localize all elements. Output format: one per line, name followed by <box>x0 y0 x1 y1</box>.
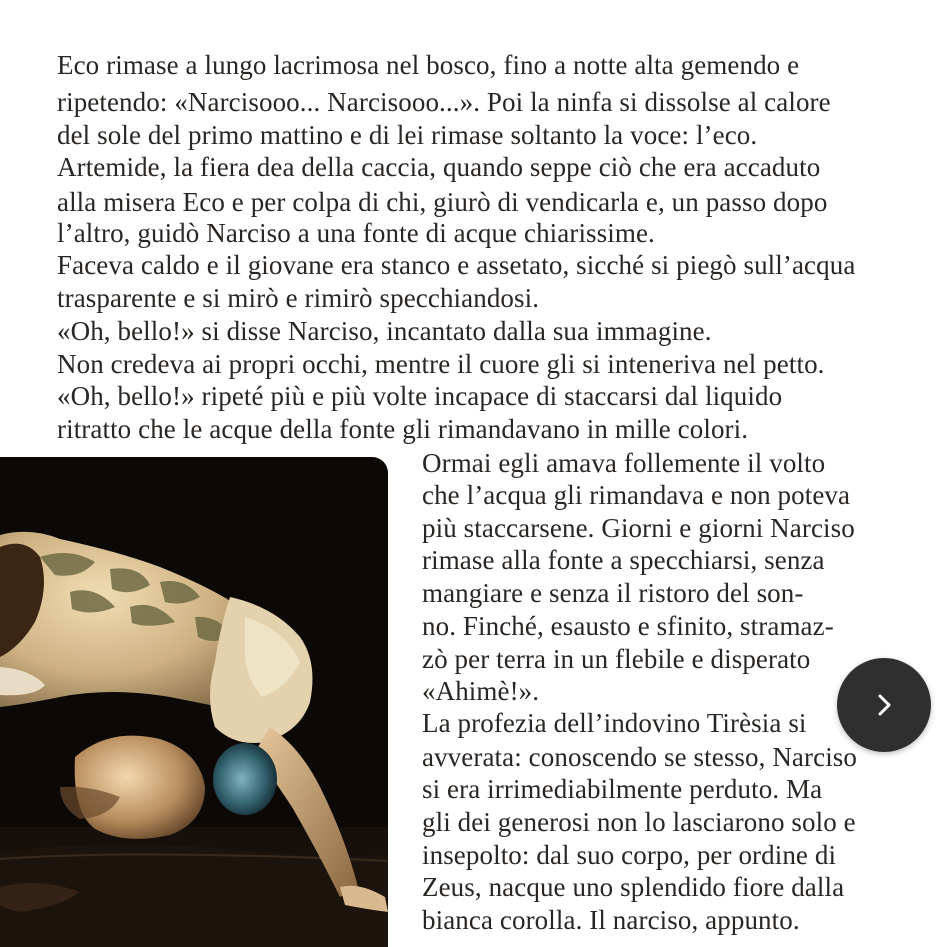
text-line: gli dei generosi non lo lasciarono solo e <box>422 807 856 837</box>
text-line: avverata: conoscendo se stesso, Narciso <box>422 742 858 772</box>
text-line: Faceva caldo e il giovane era stanco e assetato, sicché si piegò sull’acqua <box>57 250 856 280</box>
text-line: insepolto: dal suo corpo, per ordine di <box>422 840 837 870</box>
text-line: che l’acqua gli rimandava e non poteva <box>422 480 851 510</box>
narcissus-painting-icon <box>0 457 388 947</box>
text-line: trasparente e si mirò e rimirò specchiandosi. <box>57 283 540 313</box>
text-line: «Ahimè!». <box>422 676 540 706</box>
text-line: rimase alla fonte a specchiarsi, senza <box>422 545 825 575</box>
text-line: mangiare e senza il ristoro del son- <box>422 578 804 608</box>
chevron-right-icon <box>869 690 899 720</box>
text-line: no. Finché, esausto e sfinito, stramaz- <box>422 611 834 641</box>
text-line: «Oh, bello!» ripeté più e più volte incapace di staccarsi dal liquido <box>57 381 783 411</box>
next-page-button[interactable] <box>837 658 931 752</box>
text-line: bianca corolla. Il narciso, appunto. <box>422 905 800 935</box>
text-line: «Oh, bello!» si disse Narciso, incantato dalla sua immagine. <box>57 316 712 346</box>
text-line: ritratto che le acque della fonte gli rimandavano in mille colori. <box>57 414 749 444</box>
text-line: Artemide, la fiera dea della caccia, quando seppe ciò che era accaduto <box>57 152 821 182</box>
text-line: Non credeva ai propri occhi, mentre il cuore gli si inteneriva nel petto. <box>57 349 825 379</box>
text-line: più staccarsene. Giorni e giorni Narciso <box>422 513 855 543</box>
text-line: La profezia dell’indovino Tirèsia si <box>422 708 807 738</box>
text-line: ripetendo: «Narcisooo... Narcisooo...». Poi la ninfa si dissolse al calore <box>57 87 831 117</box>
text-line: alla misera Eco e per colpa di chi, giurò di vendicarla e, un passo dopo <box>57 187 828 217</box>
text-line: del sole del primo mattino e di lei rimase soltanto la voce: l’eco. <box>57 120 758 150</box>
text-line: si era irrimediabilmente perduto. Ma <box>422 774 823 804</box>
text-line: Zeus, nacque uno splendido fiore dalla <box>422 872 845 902</box>
text-line: Eco rimase a lungo lacrimosa nel bosco, fino a notte alta gemendo e <box>57 50 800 80</box>
text-line: Ormai egli amava follemente il volto <box>422 448 826 478</box>
text-line: zò per terra in un flebile e disperato <box>422 644 811 674</box>
text-line: l’altro, guidò Narciso a una fonte di acque chiarissime. <box>57 218 655 248</box>
